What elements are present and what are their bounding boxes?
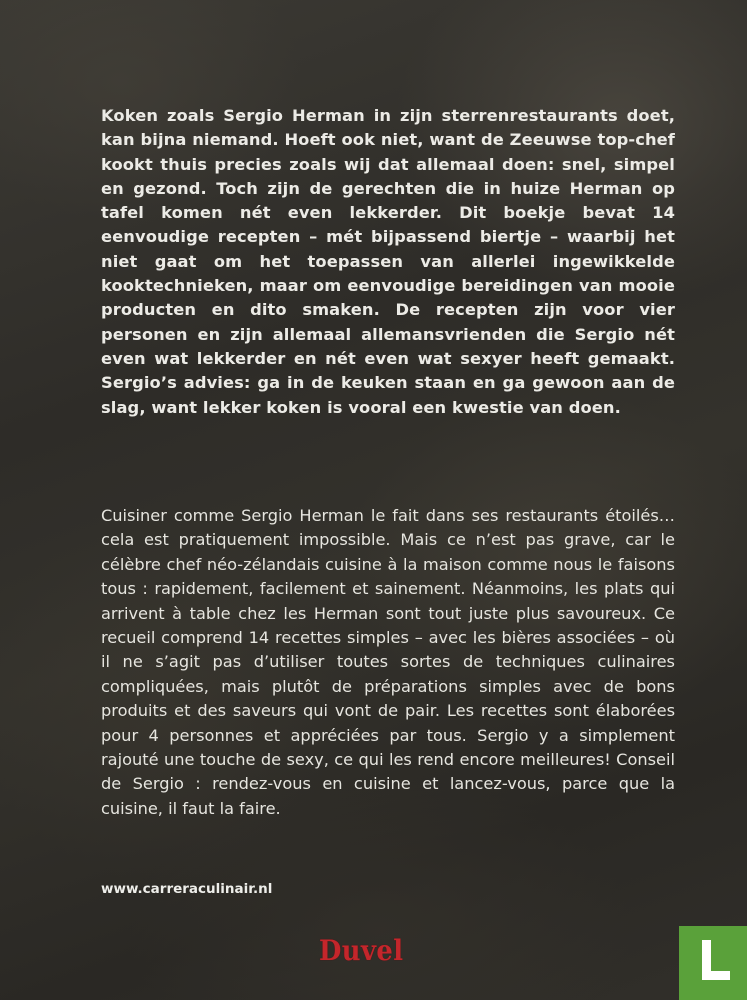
website-url: www.carreraculinair.nl <box>101 881 273 897</box>
blurb-dutch: Koken zoals Sergio Herman in zijn sterrenrestaurants doet, kan bijna niemand. Hoeft ook niet, want de Zeeuwse top-chef kookt thuis precies zoals wij dat allemaal doen: snel, simpel en gezond. Toch zijn de gerechten die in huize Herman op tafel komen nét even lekkerder. Dit boekje bevat 14 eenvoudige recepten – mét bijpassend biertje – waarbij het niet gaat om het toepassen van allerlei ingewikkelde kooktechnieken, maar om eenvoudige bereidingen van mooie producten en dito smaken. De recepten zijn voor vier personen en zijn allemaal allemansvrienden die Sergio nét even wat lekkerder en nét even wat sexyer heeft gemaakt. Sergio’s advies: ga in de keuken staan en ga gewoon aan de slag, want lekker koken is vooral een kwestie van doen. <box>101 106 675 417</box>
duvel-logo: Duvel <box>319 934 404 967</box>
blurb-french: Cuisiner comme Sergio Herman le fait dans ses restaurants étoilés…cela est pratiquement impossible. Mais ce n’est pas grave, car le célèbre chef néo-zélandais cuisine à la maison comme nous le faisons tous : rapidement, facilement et sainement. Néanmoins, les plats qui arrivent à table chez les Herman sont tout juste plus savoureux. Ce recueil comprend 14 recettes simples – avec les bières associées – où il ne s’agit pas d’utiliser toutes sortes de techniques culinaires compliquées, mais plutôt de préparations simples avec de bons produits et des saveurs qui vont de pair. Les recettes sont élaborées pour 4 personnes et appréciées par tous. Sergio y a simplement rajouté une touche de sexy, ce qui les rend encore meilleures! Conseil de Sergio : rendez-vous en cuisine et lancez-vous, parce que la cuisine, il faut la faire. <box>101 506 675 818</box>
lastdodo-L-icon <box>679 926 747 1000</box>
